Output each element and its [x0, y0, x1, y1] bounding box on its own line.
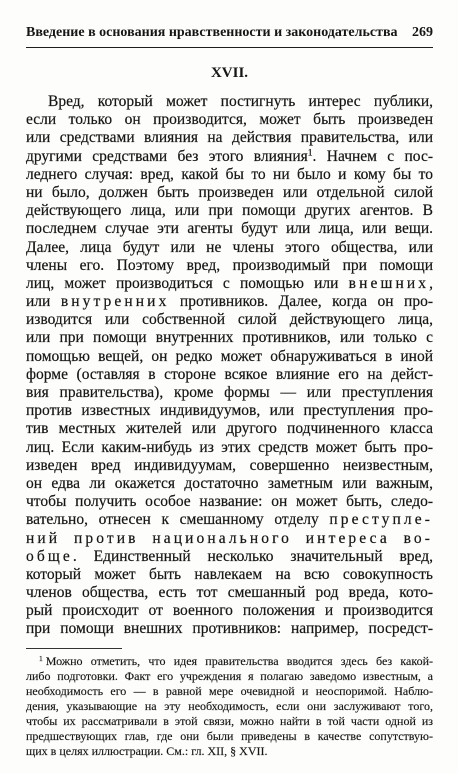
- text-run: лиц, может производиться с помощью или: [26, 274, 349, 292]
- body-line: [26, 420, 433, 438]
- text-run: последнем случае эти агенты будут или лица, или вещи.: [26, 220, 433, 238]
- body-line: [26, 548, 433, 566]
- body-line: [26, 239, 433, 257]
- body-text: [26, 93, 433, 639]
- page-number: 269: [412, 25, 433, 40]
- text-run: который может быть навлекаем на всю совокупность: [26, 565, 433, 583]
- body-line: [26, 566, 433, 584]
- text-run: действующего лица, или при помощи других агентов. В: [26, 202, 433, 220]
- text-run: изведен вред индивидуумам, совершенно неизвестным,: [26, 456, 433, 474]
- body-line: [26, 111, 433, 129]
- text-run: необходимость его — в равной мере очевидной и неоспоримой. Наблю-: [26, 684, 433, 698]
- footnote-line: [26, 684, 433, 699]
- body-line: [26, 293, 433, 311]
- body-line: [26, 220, 433, 238]
- text-run: дения, указывающие на эту необходимость, если они заслуживают того,: [26, 699, 433, 713]
- body-line: [26, 602, 433, 620]
- body-line: [26, 475, 433, 493]
- text-run: лиц. Если каким-нибудь из этих средств может быть про-: [26, 438, 433, 456]
- body-line: [26, 384, 433, 402]
- body-line: [26, 530, 433, 548]
- text-run: ни было, должен быть произведен или отдельной силой: [26, 183, 433, 201]
- text-run: изводится или собственной силой действующего лица,: [26, 311, 433, 329]
- text-run: тив местных жителей или другого подчиненного класса: [26, 420, 433, 438]
- text-run: Можно отметить, что идея правительства вводится здесь без какой-: [45, 654, 433, 668]
- text-run: помощью вещей, он редко может обнаруживаться в иной: [26, 347, 433, 365]
- footnote-line: [26, 699, 433, 714]
- footnote-line: [26, 729, 433, 744]
- header-rule: [26, 47, 433, 48]
- body-line: [26, 93, 433, 111]
- running-title: Введение в основания нравственности и законодательства: [26, 25, 398, 40]
- text-run: чтобы их рассматривали в этой связи, можно найти в той части одной из: [26, 714, 433, 728]
- footnote-marker: 1: [39, 653, 43, 663]
- text-run: при помощи внешних противников: например, посредст-: [26, 620, 433, 638]
- text-run: предшествующих глав, где они были приведены в качестве сопутствую-: [26, 729, 433, 743]
- text-run: либо подготовки. Факт его учреждения я полагаю заведомо известным, а: [26, 669, 433, 683]
- section-heading: XVII.: [210, 65, 249, 81]
- text-run: Далее, лица будут или не члены этого общества, или: [26, 238, 433, 256]
- text-run: или средствами влияния на действия правительства, или: [26, 129, 433, 147]
- text-run: или: [26, 293, 61, 311]
- text-run: форме (оставляя в стороне всякое влияние его на дейст-: [26, 365, 433, 383]
- footnote-line: [26, 669, 433, 684]
- text-run: чтобы получить особое название: он может быть, следо-: [26, 493, 433, 511]
- body-line: [26, 184, 433, 202]
- footnote: [26, 654, 433, 759]
- text-run: леднего случая: вред, какой бы то ни было и кому бы то: [26, 165, 433, 183]
- text-run: вательно, отнесен к смешанному отделу: [26, 511, 330, 529]
- text-run: другими средствами без этого влияния: [26, 147, 308, 165]
- text-run: рый происходит от военного положения и производится: [26, 602, 433, 620]
- text-run: или при помощи внутренних противников, или только с: [26, 329, 433, 347]
- spaced-emphasis: внутренних: [60, 293, 170, 311]
- text-run: противников. Далее, когда он про-: [169, 293, 433, 311]
- text-run: он едва ли окажется достаточно заметным или важным,: [26, 474, 433, 492]
- body-line: [26, 348, 433, 366]
- text-run: Вред, который может постигнуть интерес публики,: [48, 93, 433, 110]
- text-run: членов общества, есть тот смешанный род вреда, кото-: [26, 584, 433, 602]
- text-run: против известных индивидуумов, или преступления про-: [26, 402, 433, 420]
- footnote-marker: 1: [307, 147, 313, 159]
- body-line: [26, 493, 433, 511]
- text-run: вия правительства), кроме формы — или преступления: [26, 384, 433, 401]
- footnote-line: [26, 714, 433, 729]
- spaced-emphasis: обще: [26, 547, 73, 565]
- footnote-line: [26, 744, 433, 759]
- spaced-emphasis: внешних: [348, 274, 430, 292]
- body-line: [26, 148, 433, 166]
- text-run: члены его. Поэтому вред, производимый при помощи: [26, 256, 433, 274]
- body-line: [26, 329, 433, 347]
- body-line: [26, 311, 433, 329]
- text-run: . Единственный несколько значительный вред,: [72, 547, 433, 565]
- spaced-emphasis: преступле-: [329, 511, 433, 529]
- text-run: ,: [429, 274, 433, 292]
- running-header: [26, 23, 433, 43]
- body-line: [26, 620, 433, 638]
- body-line: [26, 275, 433, 293]
- text-run: если только он производится, может быть произведен: [26, 111, 433, 129]
- text-run: щих в целях иллюстрации. См.: гл. XII, § XVII.: [26, 744, 268, 758]
- body-line: [26, 257, 433, 275]
- body-line: [26, 584, 433, 602]
- footnote-line: [26, 654, 433, 669]
- body-line: [26, 511, 433, 529]
- text-run: . Начнем с пос-: [312, 147, 433, 165]
- body-line: [26, 402, 433, 420]
- body-line: [26, 457, 433, 475]
- body-line: [26, 366, 433, 384]
- body-line: [26, 439, 433, 457]
- spaced-emphasis: ний против национального интереса во-: [26, 529, 433, 547]
- footnote-rule: [26, 648, 122, 649]
- body-line: [26, 129, 433, 147]
- body-line: [26, 202, 433, 220]
- body-line: [26, 166, 433, 184]
